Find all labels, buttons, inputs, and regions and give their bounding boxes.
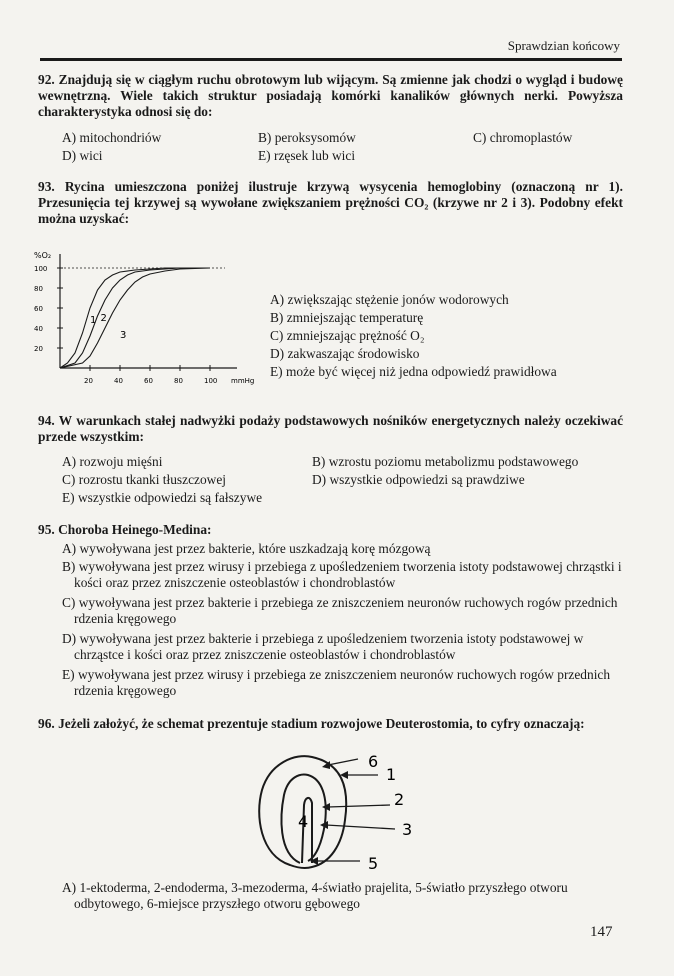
option-a: A) rozwoju mięśni bbox=[62, 454, 163, 469]
question-text: Rycina umieszczona poniżej ilustruje krzywą wysycenia hemoglobiny (oznaczoną nr 1). Przesunięcia tej krzywej są wywołane zwiększaniem prężności CO₂ (krzywe nr 2 i 3). Podobny efekt można uzyskać: bbox=[38, 179, 623, 226]
option-e: E) może być więcej niż jedna odpowiedź prawidłowa bbox=[270, 364, 557, 379]
question-number: 94. bbox=[38, 413, 55, 428]
y-tick-label: 20 bbox=[34, 345, 43, 353]
x-tick-label: 40 bbox=[114, 377, 123, 385]
x-tick-label: 20 bbox=[84, 377, 93, 385]
option-a: A) zwiększając stężenie jonów wodorowych bbox=[270, 292, 509, 307]
hemoglobin-saturation-chart bbox=[30, 236, 255, 394]
label-6: 6 bbox=[368, 752, 379, 771]
page-number: 147 bbox=[590, 924, 613, 940]
option-a: A) 1-ektoderma, 2-endoderma, 3-mezoderma, 4-światło prajelita, 5-światło przyszłego otworu odbytowego, 6-miejsce przyszłego otworu gębowego bbox=[62, 880, 568, 911]
option-b: B) peroksysomów bbox=[258, 130, 356, 145]
option-b: B) wzrostu poziomu metabolizmu podstawowego bbox=[312, 454, 579, 469]
option-c: C) chromoplastów bbox=[473, 130, 573, 145]
option-b: B) wywoływana jest przez wirusy i przebiega z upośledzeniem tworzenia istoty podstawowej chrząstki i kości oraz przez zniszczenie osteoblastów i chondroblastów bbox=[62, 559, 622, 590]
embryo-diagram bbox=[250, 745, 430, 875]
question-text: Jeżeli założyć, że schemat prezentuje stadium rozwojowe Deuterostomia, to cyfry oznaczają: bbox=[58, 716, 585, 731]
x-tick-label: 100 bbox=[204, 377, 218, 385]
question-92 bbox=[38, 72, 623, 120]
option-c: C) wywoływana jest przez bakterie i przebiega ze zniszczeniem neuronów ruchowych rogów przednich rdzenia kręgowego bbox=[62, 595, 618, 626]
curve-label-1: 1 bbox=[90, 315, 97, 326]
question-number: 96. bbox=[38, 716, 55, 731]
question-number: 95. bbox=[38, 522, 55, 537]
question-96 bbox=[38, 716, 623, 732]
section-header: Sprawdzian końcowy bbox=[507, 38, 620, 53]
header-rule bbox=[40, 58, 622, 61]
option-d: D) wszystkie odpowiedzi są prawdziwe bbox=[312, 472, 525, 487]
question-93 bbox=[38, 179, 623, 227]
y-tick-label: 40 bbox=[34, 325, 43, 333]
label-3: 3 bbox=[402, 820, 413, 839]
question-94 bbox=[38, 413, 623, 445]
option-c: C) rozrostu tkanki tłuszczowej bbox=[62, 472, 226, 487]
y-tick-label: 100 bbox=[34, 265, 48, 273]
question-number: 93. bbox=[38, 179, 55, 194]
option-d: D) zakwaszając środowisko bbox=[270, 346, 420, 361]
label-5: 5 bbox=[368, 854, 379, 873]
y-axis-label: %O₂ bbox=[34, 251, 52, 260]
arrow-2 bbox=[328, 805, 390, 807]
question-text: W warunkach stałej nadwyżki podaży podstawowych nośników energetycznych należy oczekiwać przede wszystkim: bbox=[38, 413, 624, 444]
option-b: B) zmniejszając temperaturę bbox=[270, 310, 424, 325]
option-a: A) wywoływana jest przez bakterie, które uszkadzają korę mózgową bbox=[62, 541, 431, 556]
label-2: 2 bbox=[394, 790, 405, 809]
y-tick-label: 60 bbox=[34, 305, 43, 313]
option-d: D) wici bbox=[62, 148, 103, 163]
question-95 bbox=[38, 522, 623, 538]
arrow-6 bbox=[328, 759, 358, 765]
option-e: E) wywoływana jest przez wirusy i przebiega ze zniszczeniem neuronów ruchowych rogów przednich rdzenia kręgowego bbox=[62, 667, 611, 698]
question-text: Choroba Heinego-Medina: bbox=[58, 522, 212, 537]
question-text: Znajdują się w ciągłym ruchu obrotowym lub wijącym. Są zmienne jak chodzi o wygląd i budowę wewnętrzną. Wiele takich struktur posiadają komórki kanalików głównych nerki. Powyższa charakterystyka odnosi się do: bbox=[38, 72, 623, 119]
option-e: E) rzęsek lub wici bbox=[258, 148, 356, 163]
x-tick-label: 80 bbox=[174, 377, 183, 385]
curve-label-3: 3 bbox=[120, 330, 127, 341]
option-a: A) mitochondriów bbox=[62, 130, 162, 145]
option-list bbox=[62, 880, 622, 912]
x-tick-label: 60 bbox=[144, 377, 153, 385]
arrow-3 bbox=[326, 825, 395, 829]
option-c: C) zmniejszając prężność O₂ bbox=[270, 328, 425, 343]
label-1: 1 bbox=[386, 765, 397, 784]
options-list bbox=[62, 541, 622, 703]
curve-label-2: 2 bbox=[100, 313, 107, 324]
y-tick-label: 80 bbox=[34, 285, 43, 293]
curve-2 bbox=[60, 268, 210, 368]
label-4: 4 bbox=[298, 812, 309, 831]
option-e: E) wszystkie odpowiedzi są fałszywe bbox=[62, 490, 263, 505]
x-axis-label: mmHg bbox=[231, 377, 255, 385]
question-number: 92. bbox=[38, 72, 55, 87]
option-d: D) wywoływana jest przez bakterie i przebiega z upośledzeniem tworzenia istoty podstawowej w chrząstce i kości oraz przez zniszczenie osteoblastów i chondroblastów bbox=[62, 631, 584, 662]
